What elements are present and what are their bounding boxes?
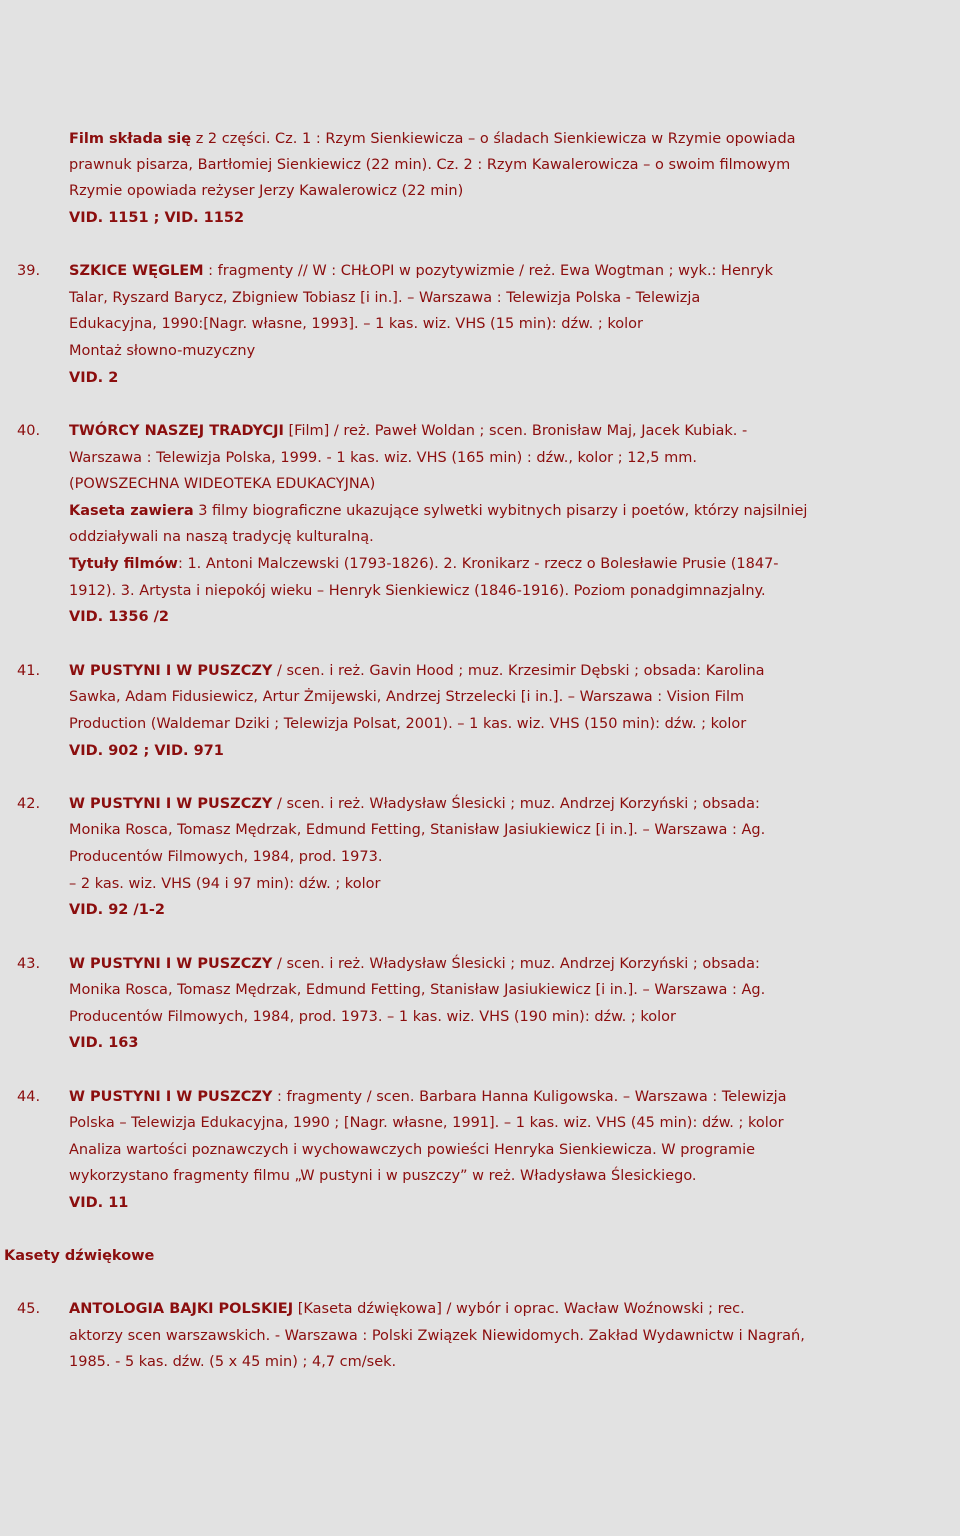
entry-45-line-2: aktorzy scen warszawskich. - Warszawa : Polski Związek Niewidomych. Zakład Wydawnictw i Nagrań, — [69, 1328, 805, 1344]
entry-40-contents-text: 3 filmy biograficzne ukazujące sylwetki wybitnych pisarzy i poetów, którzy najsilniej — [193, 503, 808, 519]
intro-label: Film składa się — [69, 131, 192, 147]
entry-44-line-3: Analiza wartości poznawczych i wychowawczych powieści Henryka Sienkiewicza. W programie — [69, 1142, 756, 1158]
entry-42-number: 42. — [17, 796, 41, 812]
entry-42-line-1 — [69, 795, 760, 813]
entry-40-titles-label: Tytuły filmów — [69, 556, 178, 572]
entry-44-line-4: wykorzystano fragmenty filmu „W pustyni i w puszczy” w reż. Władysława Ślesickiego. — [69, 1168, 697, 1184]
intro-line-3: Rzymie opowiada reżyser Jerzy Kawalerowicz (22 min) — [69, 183, 464, 199]
entry-45-text: [Kaseta dźwiękowa] / wybór i oprac. Wacław Woźnowski ; rec. — [293, 1301, 745, 1317]
entry-43-number: 43. — [17, 956, 41, 972]
intro-vid: VID. 1151 ; VID. 1152 — [69, 210, 245, 226]
entry-45-line-1 — [69, 1300, 745, 1318]
entry-43-line-2: Monika Rosca, Tomasz Mędrzak, Edmund Fetting, Stanisław Jasiukiewicz [i in.]. – Warszawa : Ag. — [69, 982, 766, 998]
entry-40-text: [Film] / reż. Paweł Woldan ; scen. Bronisław Maj, Jacek Kubiak. - — [283, 423, 748, 439]
entry-39-text: : fragmenty // W : CHŁOPI w pozytywizmie / reż. Ewa Wogtman ; wyk.: Henryk — [203, 263, 774, 279]
entry-45-number: 45. — [17, 1301, 41, 1317]
entry-39-line-2: Talar, Ryszard Barycz, Zbigniew Tobiasz [i in.]. – Warszawa : Telewizja Polska - Telewizja — [69, 290, 701, 306]
entry-40-titles-text: : 1. Antoni Malczewski (1793-1826). 2. Kronikarz - rzecz o Bolesławie Prusie (1847- — [177, 556, 779, 572]
entry-39-line-1 — [69, 262, 773, 280]
entry-45-line-3: 1985. - 5 kas. dźw. (5 x 45 min) ; 4,7 cm/sek. — [69, 1354, 397, 1370]
intro-line-2: prawnuk pisarza, Bartłomiej Sienkiewicz (22 min). Cz. 2 : Rzym Kawalerowicza – o swoim filmowym — [69, 157, 791, 173]
entry-42-line-3: Producentów Filmowych, 1984, prod. 1973. — [69, 849, 383, 865]
entry-39-number: 39. — [17, 263, 41, 279]
entry-43-line-3: Producentów Filmowych, 1984, prod. 1973. – 1 kas. wiz. VHS (190 min): dźw. ; kolor — [69, 1009, 676, 1025]
entry-40-line-2: Warszawa : Telewizja Polska, 1999. - 1 kas. wiz. VHS (165 min) : dźw., kolor ; 12,5 mm. — [69, 450, 698, 466]
entry-40-line-6 — [69, 555, 779, 573]
entry-40-contents-label: Kaseta zawiera — [69, 503, 194, 519]
entry-43-text: / scen. i reż. Władysław Ślesicki ; muz. Andrzej Korzyński ; obsada: — [272, 956, 760, 972]
entry-40-line-5: oddziaływali na naszą tradycję kulturalną. — [69, 529, 374, 545]
entry-40-line-1 — [69, 422, 747, 440]
entry-44-line-1 — [69, 1088, 787, 1106]
entry-42-vid: VID. 92 /1-2 — [69, 902, 165, 918]
entry-40-number: 40. — [17, 423, 41, 439]
entry-42-text: / scen. i reż. Władysław Ślesicki ; muz. Andrzej Korzyński ; obsada: — [272, 796, 760, 812]
entry-43-vid: VID. 163 — [69, 1035, 139, 1051]
entry-40-line-7: 1912). 3. Artysta i niepokój wieku – Henryk Sienkiewicz (1846-1916). Poziom ponadgimnazjalny. — [69, 583, 766, 599]
entry-40-vid: VID. 1356 /2 — [69, 609, 169, 625]
entry-42-title: W PUSTYNI I W PUSZCZY — [69, 796, 273, 812]
entry-39-title: SZKICE WĘGLEM — [69, 263, 204, 279]
intro-line-1 — [69, 130, 796, 148]
entry-41-text: / scen. i reż. Gavin Hood ; muz. Krzesimir Dębski ; obsada: Karolina — [272, 663, 765, 679]
entry-45-title: ANTOLOGIA BAJKI POLSKIEJ — [69, 1301, 294, 1317]
entry-41-line-1 — [69, 662, 765, 680]
entry-42-line-4: – 2 kas. wiz. VHS (94 i 97 min): dźw. ; kolor — [69, 876, 381, 892]
entry-39-line-4: Montaż słowno-muzyczny — [69, 343, 256, 359]
entry-44-number: 44. — [17, 1089, 41, 1105]
entry-43-title: W PUSTYNI I W PUSZCZY — [69, 956, 273, 972]
entry-39-vid: VID. 2 — [69, 370, 119, 386]
entry-41-number: 41. — [17, 663, 41, 679]
entry-42-line-2: Monika Rosca, Tomasz Mędrzak, Edmund Fetting, Stanisław Jasiukiewicz [i in.]. – Warszawa : Ag. — [69, 822, 766, 838]
section-heading: Kasety dźwiękowe — [4, 1248, 155, 1264]
intro-text: z 2 części. Cz. 1 : Rzym Sienkiewicza – o śladach Sienkiewicza w Rzymie opowiada — [191, 131, 796, 147]
entry-39-line-3: Edukacyjna, 1990:[Nagr. własne, 1993]. – 1 kas. wiz. VHS (15 min): dźw. ; kolor — [69, 316, 643, 332]
entry-44-title: W PUSTYNI I W PUSZCZY — [69, 1089, 273, 1105]
entry-40-line-4 — [69, 502, 807, 520]
entry-41-vid: VID. 902 ; VID. 971 — [69, 743, 224, 759]
entry-41-line-2: Sawka, Adam Fidusiewicz, Artur Żmijewski, Andrzej Strzelecki [i in.]. – Warszawa : Vision Film — [69, 689, 745, 705]
entry-41-line-3: Production (Waldemar Dziki ; Telewizja Polsat, 2001). – 1 kas. wiz. VHS (150 min): dźw. ; kolor — [69, 716, 747, 732]
entry-41-title: W PUSTYNI I W PUSZCZY — [69, 663, 273, 679]
entry-44-text: : fragmenty / scen. Barbara Hanna Kuligowska. – Warszawa : Telewizja — [272, 1089, 787, 1105]
entry-40-line-3: (POWSZECHNA WIDEOTEKA EDUKACYJNA) — [69, 476, 376, 492]
entry-43-line-1 — [69, 955, 760, 973]
entry-40-title: TWÓRCY NASZEJ TRADYCJI — [69, 423, 284, 439]
entry-44-vid: VID. 11 — [69, 1195, 129, 1211]
entry-44-line-2: Polska – Telewizja Edukacyjna, 1990 ; [Nagr. własne, 1991]. – 1 kas. wiz. VHS (45 min): dźw. ; kolor — [69, 1115, 784, 1131]
